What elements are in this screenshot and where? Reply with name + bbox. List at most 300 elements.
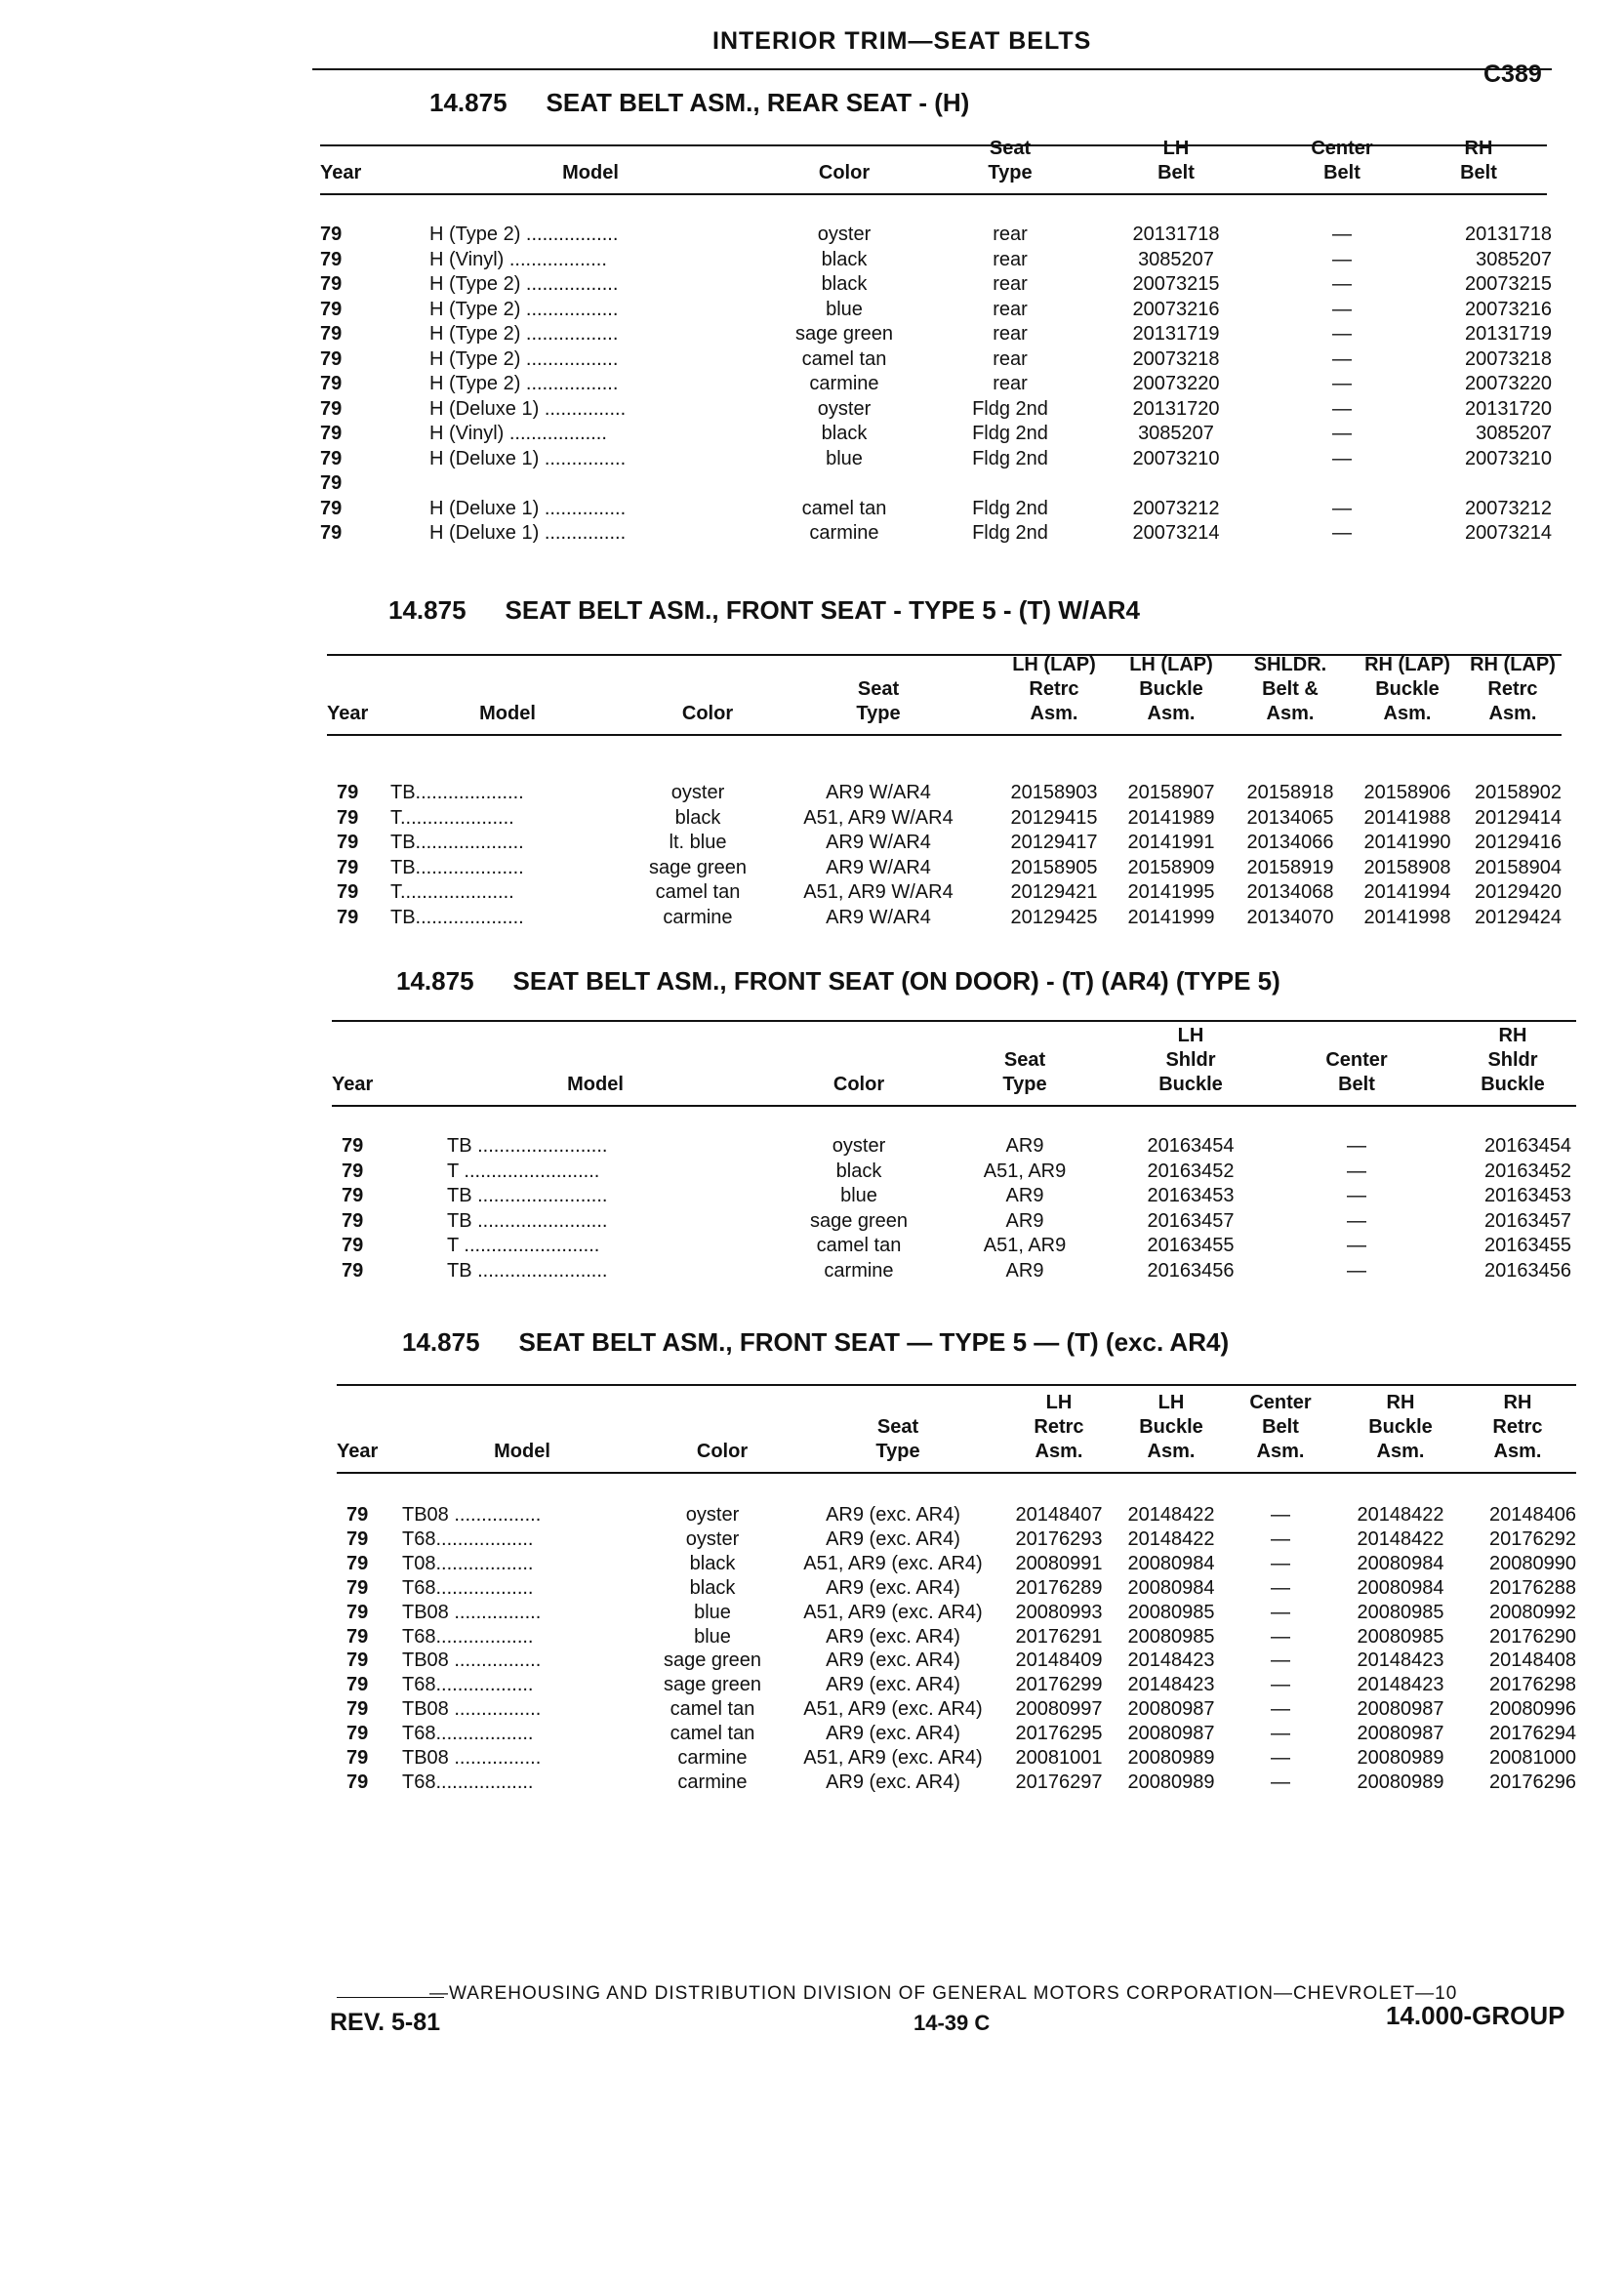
column-header (1113, 653, 1230, 726)
table-cell: 20073214 (1132, 522, 1220, 544)
column-header (669, 1440, 776, 1464)
color-cell: blue (826, 298, 863, 320)
color-cell: blue (694, 1601, 731, 1623)
table-cell: 20176294 (1489, 1723, 1576, 1745)
table-cell: 20080993 (1015, 1601, 1103, 1623)
column-header-line: Buckle (1368, 1416, 1433, 1438)
table-cell: 20163457 (1147, 1209, 1235, 1232)
column-header-line: Year (337, 1441, 379, 1462)
column-header-line: Seat (1003, 1049, 1046, 1071)
table-cell: A51, AR9 W/AR4 (803, 881, 954, 903)
table-cell: 20148409 (1015, 1649, 1103, 1672)
table-cell: 20080989 (1127, 1771, 1215, 1793)
column-header-line: Asm. (1147, 703, 1196, 724)
table-cell: 20080987 (1127, 1723, 1215, 1745)
column-header-line: Belt (1323, 162, 1360, 183)
table-cell: — (1332, 323, 1352, 345)
table-row (0, 521, 1624, 547)
table-cell: 20141988 (1363, 806, 1451, 829)
model-cell: T68.................. (402, 1723, 534, 1745)
page-code: C389 (1483, 61, 1542, 88)
column-header (995, 653, 1113, 726)
table-cell: A51, AR9 (exc. AR4) (803, 1601, 983, 1623)
column-header (1288, 1048, 1425, 1097)
year-cell: 79 (346, 1527, 369, 1550)
table-cell: 20073220 (1465, 373, 1552, 394)
model-cell: TB ........................ (447, 1135, 608, 1157)
table-cell: — (1332, 447, 1352, 469)
column-header (1005, 1391, 1113, 1464)
year-cell: 79 (342, 1209, 364, 1232)
column-header (1113, 1024, 1269, 1097)
table-cell: A51, AR9 (exc. AR4) (803, 1747, 983, 1769)
table-cell: 20134068 (1246, 881, 1334, 903)
table-cell: 20129421 (1010, 881, 1098, 903)
section-top-rule (332, 1020, 1576, 1022)
color-cell: black (835, 1160, 882, 1182)
table-cell: 20129415 (1010, 806, 1098, 829)
table-cell: 20080992 (1489, 1601, 1576, 1623)
column-header-line: Asm. (1256, 1441, 1305, 1462)
table-cell: 20148408 (1489, 1649, 1576, 1672)
table-row (0, 447, 1624, 472)
table-cell: — (1332, 347, 1352, 370)
table-cell: rear (993, 323, 1028, 345)
column-header-line: Belt (1338, 1074, 1375, 1095)
table-row (0, 471, 1624, 497)
column-header-line: Retrc (1492, 1416, 1543, 1438)
table-cell: — (1332, 373, 1352, 394)
table-row (0, 880, 1624, 906)
table-cell: 20148423 (1127, 1649, 1215, 1672)
year-cell: 79 (346, 1723, 369, 1745)
table-cell: 20158919 (1246, 856, 1334, 878)
year-cell: 79 (320, 347, 343, 370)
column-header (327, 702, 376, 726)
year-cell: 79 (342, 1259, 364, 1282)
page-header-title: INTERIOR TRIM—SEAT BELTS (712, 27, 1092, 55)
column-header-line: RH (LAP) (1470, 654, 1556, 675)
model-cell: H (Type 2) ................. (429, 323, 619, 345)
table-cell: 20080985 (1127, 1601, 1215, 1623)
color-cell: oyster (685, 1504, 740, 1526)
column-header (966, 1048, 1083, 1097)
table-cell: 20148422 (1357, 1527, 1444, 1550)
table-cell: — (1271, 1625, 1290, 1648)
column-header (337, 1440, 386, 1464)
table-cell: 20131719 (1465, 323, 1552, 345)
table-cell: Fldg 2nd (972, 522, 1048, 544)
table-cell: AR9 (exc. AR4) (826, 1625, 960, 1648)
table-cell: 20163452 (1484, 1160, 1571, 1182)
table-cell: AR9 (exc. AR4) (826, 1674, 960, 1696)
model-cell: T68.................. (402, 1674, 534, 1696)
table-cell: 20176295 (1015, 1723, 1103, 1745)
year-cell: 79 (320, 497, 343, 519)
table-cell: 20141990 (1363, 832, 1451, 853)
column-header-line: Color (681, 703, 734, 724)
table-cell: 20081001 (1015, 1747, 1103, 1769)
table-cell: 20148423 (1127, 1674, 1215, 1696)
year-cell: 79 (346, 1747, 369, 1769)
table-cell: 20131718 (1465, 224, 1552, 245)
table-cell: 20158918 (1246, 782, 1334, 803)
table-cell: 20080985 (1357, 1601, 1444, 1623)
color-cell: lt. blue (669, 832, 727, 853)
table-row (0, 1209, 1624, 1235)
table-row (0, 1601, 1624, 1625)
table-cell: 3085207 (1138, 423, 1214, 444)
table-cell: — (1347, 1209, 1366, 1232)
table-cell: rear (993, 224, 1028, 245)
table-cell: 20158909 (1127, 856, 1215, 878)
table-cell: 20073214 (1465, 522, 1552, 544)
color-cell: sage green (663, 1674, 762, 1696)
table-cell: 3085207 (1476, 423, 1552, 444)
model-cell: T68.................. (402, 1625, 534, 1648)
table-cell: rear (993, 298, 1028, 320)
table-cell: — (1271, 1552, 1290, 1574)
color-cell: black (821, 248, 868, 270)
table-cell: 20129425 (1010, 906, 1098, 928)
year-cell: 79 (337, 832, 359, 853)
table-row (0, 1697, 1624, 1722)
section-heading: SEAT BELT ASM., FRONT SEAT (ON DOOR) - (T) (AR4) (TYPE 5) (512, 966, 1280, 996)
table-cell: 20158907 (1127, 782, 1215, 803)
table-cell: AR9 W/AR4 (826, 782, 931, 803)
table-cell: 20073210 (1132, 447, 1220, 469)
group-label: 14.000-GROUP (1386, 2001, 1565, 2030)
color-cell: carmine (809, 522, 879, 544)
table-cell: 20176299 (1015, 1674, 1103, 1696)
year-cell: 79 (320, 298, 343, 320)
section-heading: SEAT BELT ASM., FRONT SEAT - TYPE 5 - (T) W/AR4 (505, 595, 1141, 625)
model-cell: TB.................... (390, 856, 524, 878)
color-cell: black (689, 1552, 736, 1574)
table-cell: — (1332, 298, 1352, 320)
table-cell: 20163454 (1147, 1135, 1235, 1157)
table-cell: 20080987 (1127, 1698, 1215, 1721)
column-header-line: Type (856, 703, 901, 724)
year-cell: 79 (320, 423, 343, 444)
color-cell: camel tan (801, 497, 887, 519)
model-cell: TB.................... (390, 782, 524, 803)
color-cell: sage green (794, 323, 894, 345)
table-cell: AR9 (exc. AR4) (826, 1576, 960, 1599)
table-row (0, 1576, 1624, 1601)
column-header-line: Buckle (1375, 678, 1440, 700)
table-cell: 20080984 (1127, 1552, 1215, 1574)
table-row (0, 1746, 1624, 1771)
column-header-line: SHLDR. (1253, 654, 1327, 675)
color-cell: camel tan (670, 1698, 755, 1721)
year-cell: 79 (320, 397, 343, 420)
table-cell: 20176292 (1489, 1527, 1576, 1550)
model-cell: H (Type 2) ................. (429, 373, 619, 394)
table-cell: 20148422 (1127, 1527, 1215, 1550)
column-header-line: RH (1386, 1392, 1415, 1413)
table-cell: 20080984 (1357, 1576, 1444, 1599)
table-cell: 20073218 (1132, 347, 1220, 370)
model-cell: H (Vinyl) .................. (429, 248, 607, 270)
table-cell: 20158905 (1010, 856, 1098, 878)
table-cell: 20073212 (1132, 497, 1220, 519)
table-cell: rear (993, 248, 1028, 270)
year-cell: 79 (346, 1601, 369, 1623)
table-cell: AR9 (1005, 1185, 1044, 1206)
table-cell: 20141998 (1363, 906, 1451, 928)
table-cell: 20080987 (1357, 1723, 1444, 1745)
column-header-line: LH (LAP) (1012, 654, 1096, 675)
section-number: 14.875 (429, 88, 508, 117)
table-cell: 20129417 (1010, 832, 1098, 853)
color-cell: sage green (809, 1209, 909, 1232)
year-cell: 79 (346, 1698, 369, 1721)
column-header-line: Shldr (1165, 1049, 1216, 1071)
table-cell: — (1271, 1747, 1290, 1769)
table-cell: 20080987 (1357, 1698, 1444, 1721)
table-cell: rear (993, 373, 1028, 394)
model-cell: TB.................... (390, 906, 524, 928)
column-header-line: Asm. (1266, 703, 1315, 724)
color-cell: camel tan (801, 347, 887, 370)
table-cell: Fldg 2nd (972, 423, 1048, 444)
table-row (0, 1134, 1624, 1160)
table-cell: 20163457 (1484, 1209, 1571, 1232)
column-header (320, 161, 369, 185)
year-cell: 79 (320, 373, 343, 394)
column-header-line: Year (320, 162, 362, 183)
table-cell: 20148407 (1015, 1504, 1103, 1526)
column-header-line: Asm. (1030, 703, 1078, 724)
table-row (0, 831, 1624, 856)
model-cell: T..................... (390, 806, 514, 829)
column-header (1454, 1024, 1571, 1097)
table-cell: — (1271, 1771, 1290, 1793)
table-cell: — (1332, 248, 1352, 270)
table-cell: — (1332, 522, 1352, 544)
color-cell: black (821, 273, 868, 295)
table-cell: — (1271, 1674, 1290, 1696)
column-header-line: Seat (989, 138, 1032, 159)
model-cell: H (Type 2) ................. (429, 298, 619, 320)
table-cell: 20134065 (1246, 806, 1334, 829)
column-header (1232, 1391, 1329, 1464)
model-cell: T68.................. (402, 1527, 534, 1550)
table-row (0, 1234, 1624, 1259)
table-cell: 20163455 (1484, 1235, 1571, 1256)
column-header-line: Type (1002, 1074, 1047, 1095)
color-cell: carmine (677, 1771, 748, 1793)
column-header-line: Asm. (1376, 1441, 1425, 1462)
table-cell: 20148422 (1357, 1504, 1444, 1526)
table-row (0, 1259, 1624, 1284)
year-cell: 79 (320, 472, 343, 494)
table-cell: AR9 W/AR4 (826, 856, 931, 878)
column-header (1459, 653, 1566, 726)
table-cell: 20080984 (1357, 1552, 1444, 1574)
column-header-line: Center (1325, 1049, 1388, 1071)
column-header-line: RH (1464, 138, 1493, 159)
table-cell: 20141991 (1127, 832, 1215, 853)
table-cell: 20158904 (1475, 856, 1562, 878)
table-row (0, 1673, 1624, 1697)
table-cell: AR9 (exc. AR4) (826, 1527, 960, 1550)
color-cell: oyster (670, 782, 725, 803)
table-cell: 20080985 (1127, 1625, 1215, 1648)
table-cell: AR9 (exc. AR4) (826, 1649, 960, 1672)
column-header-line: Asm. (1383, 703, 1432, 724)
year-cell: 79 (342, 1135, 364, 1157)
table-cell: 20176290 (1489, 1625, 1576, 1648)
table-row (0, 906, 1624, 931)
table-cell: 20131718 (1132, 224, 1220, 245)
color-cell: sage green (663, 1649, 762, 1672)
year-cell: 79 (320, 224, 343, 245)
table-cell: 20176296 (1489, 1771, 1576, 1793)
column-header-line: Retrc (1487, 678, 1538, 700)
section-title (402, 1327, 1229, 1358)
column-header (332, 1073, 381, 1097)
table-cell: 20148422 (1127, 1504, 1215, 1526)
color-cell: oyster (685, 1527, 740, 1550)
column-header-line: LH (LAP) (1129, 654, 1213, 675)
column-header (791, 1073, 927, 1097)
year-cell: 79 (346, 1576, 369, 1599)
model-cell: H (Deluxe 1) ............... (429, 522, 627, 544)
color-cell: black (689, 1576, 736, 1599)
column-header (542, 161, 639, 185)
table-cell: — (1271, 1723, 1290, 1745)
table-row (0, 397, 1624, 423)
table-cell: AR9 (exc. AR4) (826, 1723, 960, 1745)
column-header-line: Center (1311, 138, 1373, 159)
table-cell: 20134070 (1246, 906, 1334, 928)
table-row (0, 1771, 1624, 1795)
column-header (781, 161, 908, 185)
year-cell: 79 (320, 248, 343, 270)
table-cell: 20129414 (1475, 806, 1562, 829)
table-cell: A51, AR9 (983, 1235, 1067, 1256)
year-cell: 79 (337, 782, 359, 803)
model-cell: T..................... (390, 881, 514, 903)
section-title (396, 966, 1280, 997)
color-cell: blue (840, 1185, 877, 1206)
table-cell: 20163453 (1147, 1185, 1235, 1206)
table-cell: 20129416 (1475, 832, 1562, 853)
column-header-line: RH (1503, 1392, 1532, 1413)
column-header-line: Asm. (1493, 1441, 1542, 1462)
table-row (0, 497, 1624, 522)
table-cell: — (1271, 1601, 1290, 1623)
table-cell: AR9 W/AR4 (826, 906, 931, 928)
section-number: 14.875 (396, 966, 474, 996)
model-cell: H (Deluxe 1) ............... (429, 497, 627, 519)
table-row (0, 322, 1624, 347)
table-cell: rear (993, 273, 1028, 295)
color-cell: carmine (677, 1747, 748, 1769)
column-header-line: Seat (876, 1416, 919, 1438)
column-header (1232, 653, 1349, 726)
table-row (0, 1552, 1624, 1576)
column-header-line: Buckle (1158, 1074, 1223, 1095)
table-cell: 20073215 (1465, 273, 1552, 295)
table-cell: 20158902 (1475, 782, 1562, 803)
year-cell: 79 (337, 806, 359, 829)
table-cell: — (1271, 1527, 1290, 1550)
section-title (388, 595, 1140, 626)
table-cell: A51, AR9 (983, 1160, 1067, 1182)
year-cell: 79 (337, 856, 359, 878)
footer-division: —WAREHOUSING AND DISTRIBUTION DIVISION OF GENERAL MOTORS CORPORATION—CHEVROLET—10 (429, 1983, 1458, 2004)
column-header (1405, 137, 1552, 185)
table-cell: Fldg 2nd (972, 447, 1048, 469)
year-cell: 79 (320, 447, 343, 469)
table-cell: 20131720 (1465, 397, 1552, 420)
table-cell: 20176297 (1015, 1771, 1103, 1793)
table-cell: 20148423 (1357, 1649, 1444, 1672)
table-cell: 20080989 (1127, 1747, 1215, 1769)
model-cell: TB08 ................ (402, 1649, 542, 1672)
table-cell: 20163452 (1147, 1160, 1235, 1182)
table-cell: 20176298 (1489, 1674, 1576, 1696)
model-cell: H (Deluxe 1) ............... (429, 447, 627, 469)
table-cell: — (1271, 1576, 1290, 1599)
table-row (0, 856, 1624, 881)
column-header-line: RH (1498, 1025, 1527, 1046)
table-cell: 20131720 (1132, 397, 1220, 420)
table-cell: 20080991 (1015, 1552, 1103, 1574)
column-header-line: Retrc (1034, 1416, 1084, 1438)
color-cell: blue (826, 447, 863, 469)
table-cell: 20134066 (1246, 832, 1334, 853)
column-header (956, 137, 1064, 185)
model-cell: TB.................... (390, 832, 524, 853)
table-cell: A51, AR9 (exc. AR4) (803, 1552, 983, 1574)
year-cell: 79 (342, 1185, 364, 1206)
year-cell: 79 (346, 1771, 369, 1793)
table-cell: 20148406 (1489, 1504, 1576, 1526)
table-cell: 20080997 (1015, 1698, 1103, 1721)
section-top-rule (337, 1384, 1576, 1386)
column-header-line: Buckle (1139, 678, 1203, 700)
table-cell: 20141989 (1127, 806, 1215, 829)
table-row (0, 223, 1624, 248)
column-header-line: LH (1177, 1025, 1204, 1046)
table-cell: 20158908 (1363, 856, 1451, 878)
column-header-line: RH (LAP) (1364, 654, 1450, 675)
table-cell: — (1271, 1698, 1290, 1721)
table-cell: 20073216 (1132, 298, 1220, 320)
column-header-line: Color (818, 162, 871, 183)
table-cell: — (1347, 1259, 1366, 1282)
table-cell: 20163455 (1147, 1235, 1235, 1256)
column-header-line: Year (332, 1074, 374, 1095)
table-cell: 20073215 (1132, 273, 1220, 295)
model-cell: T68.................. (402, 1576, 534, 1599)
model-cell: H (Vinyl) .................. (429, 423, 607, 444)
table-row (0, 248, 1624, 273)
column-header (473, 1440, 571, 1464)
color-cell: camel tan (816, 1235, 902, 1256)
column-header-line: Type (988, 162, 1033, 183)
year-cell: 79 (346, 1552, 369, 1574)
table-cell: 20073218 (1465, 347, 1552, 370)
table-cell: 20158903 (1010, 782, 1098, 803)
model-cell: T08.................. (402, 1552, 534, 1574)
table-cell: 20080984 (1127, 1576, 1215, 1599)
column-header-line: Retrc (1029, 678, 1079, 700)
